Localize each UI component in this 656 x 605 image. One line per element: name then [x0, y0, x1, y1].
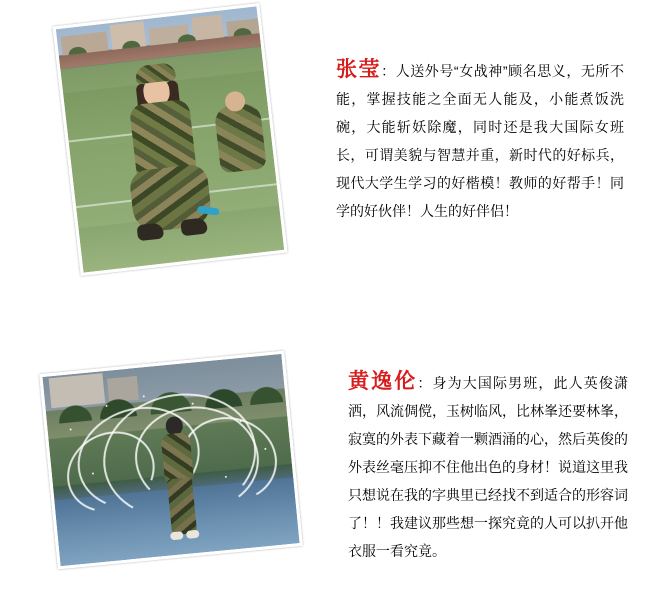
entry-zhang-ying-text: [336, 56, 624, 225]
name-separator: ：: [381, 63, 396, 79]
entry-huang-yilun-text: [348, 368, 628, 565]
entry-huang-yilun-body: 身为大国际男班，此人英俊潇洒，风流倜傥，玉树临风，比林峯还要林峯，寂寞的外表下藏着一颗酒涌的心，然后英俊的外表丝毫压抑不住他出色的身材！说道这里我只想说在我的字典里已经找不到适合的形容词了！！我建议那些想一探究竟的人可以扒开他衣服一看究竟。: [348, 375, 628, 559]
name-separator: ：: [417, 375, 433, 391]
spark-dot: [92, 472, 94, 474]
entry-zhang-ying-body: 人送外号“女战神”顾名思义，无所不能，掌握技能之全面无人能及，小能煮饭洗碗，大能斩妖除魔，同时还是我大国际女班长，可谓美貌与智慧并重，新时代的好标兵，现代大学生学习的好楷模！教师的好帮手！同学的好伙伴！人生的好伴侣！: [336, 63, 624, 219]
spark-dot: [240, 420, 242, 422]
shoe-shape: [170, 531, 184, 540]
spark-dot: [105, 405, 107, 407]
person-name-huang-yilun: 黄逸伦: [348, 370, 418, 393]
photo-huang-yilun: [39, 351, 303, 570]
photo-huang-yilun-image: [42, 354, 299, 566]
boot-shape: [180, 217, 208, 236]
spark-dot: [70, 428, 72, 430]
background-person: [214, 103, 267, 174]
spark-dot: [264, 448, 266, 450]
camouflage-trousers: [167, 477, 197, 535]
camouflage-jacket: [161, 432, 194, 483]
person-name-zhang-ying: 张莹: [336, 58, 382, 81]
entry-huang-yilun: [0, 300, 656, 605]
photo-zhang-ying-image: [56, 6, 284, 272]
shoe-shape: [186, 530, 200, 539]
boot-shape: [137, 222, 165, 241]
photo-zhang-ying: [52, 3, 287, 276]
entry-zhang-ying: [0, 0, 656, 300]
